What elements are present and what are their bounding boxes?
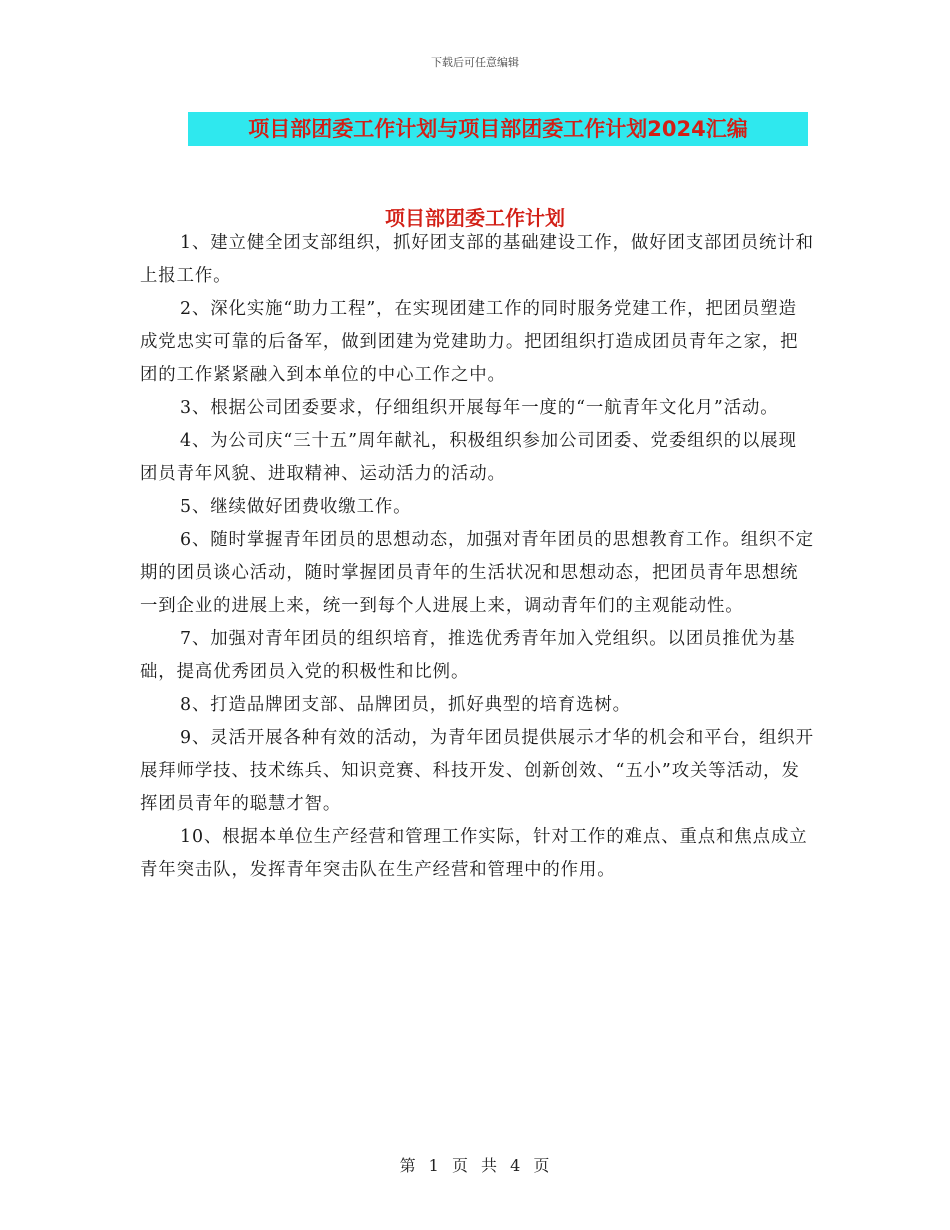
paragraph-6: 6、随时掌握青年团员的思想动态，加强对青年团员的思想教育工作。组织不定期的团员谈心活动，随时掌握团员青年的生活状况和思想动态，把团员青年思想统一到企业的进展上来，统一到每个人进展上来，调动青年们的主观能动性。: [140, 530, 814, 616]
header-note: 下载后可任意编辑: [431, 56, 519, 69]
paragraph-9: 9、灵活开展各种有效的活动，为青年团员提供展示才华的机会和平台，组织开展拜师学技、技术练兵、知识竞赛、科技开发、创新创效、“五小”攻关等活动，发挥团员青年的聪慧才智。: [140, 728, 814, 814]
paragraph-5: 5、继续做好团费收缴工作。: [180, 497, 412, 517]
paragraph-2: 2、深化实施“助力工程”，在实现团建工作的同时服务党建工作，把团员塑造成党忠实可靠的后备军，做到团建为党建助力。把团组织打造成团员青年之家，把团的工作紧紧融入到本单位的中心工作之中。: [140, 299, 799, 385]
paragraph-4: 4、为公司庆“三十五”周年献礼，积极组织参加公司团委、党委组织的以展现团员青年风貌、进取精神、运动活力的活动。: [140, 431, 797, 484]
paragraph-8: 8、打造品牌团支部、品牌团员，抓好典型的培育选树。: [180, 695, 631, 715]
document-body: [140, 227, 814, 887]
paragraph-10: 10、根据本单位生产经营和管理工作实际，针对工作的难点、重点和焦点成立青年突击队，发挥青年突击队在生产经营和管理中的作用。: [140, 827, 808, 880]
document-title: 项目部团委工作计划与项目部团委工作计划2024汇编: [188, 112, 808, 146]
section-title: 项目部团委工作计划: [385, 206, 565, 230]
paragraph-7: 7、加强对青年团员的组织培育，推选优秀青年加入党组织。以团员推优为基础，提高优秀团员入党的积极性和比例。: [140, 629, 796, 682]
paragraph-3: 3、根据公司团委要求，仔细组织开展每年一度的“一航青年文化月”活动。: [180, 398, 779, 418]
page-footer: 第 1 页 共 4 页: [399, 1156, 551, 1175]
paragraph-1: 1、建立健全团支部组织，抓好团支部的基础建设工作，做好团支部团员统计和上报工作。: [140, 233, 814, 286]
